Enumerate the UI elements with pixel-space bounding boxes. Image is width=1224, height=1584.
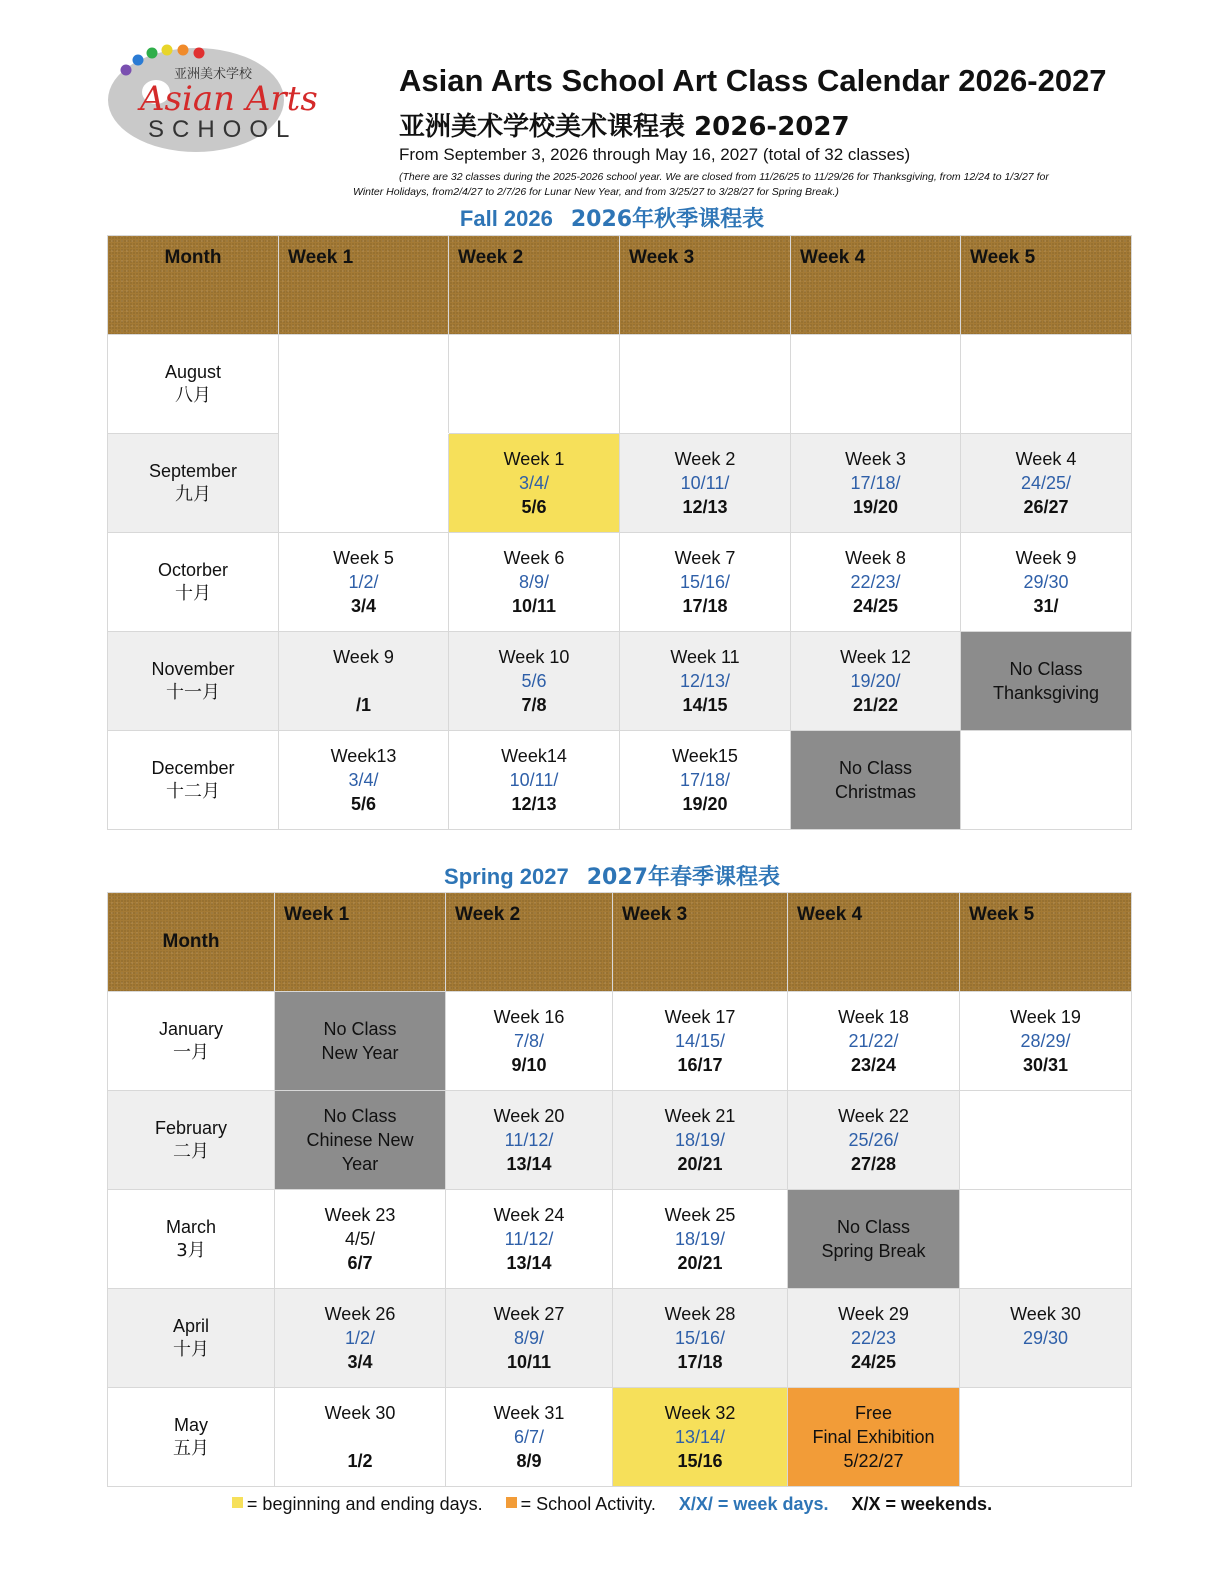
class-cell [613,1289,788,1388]
class-cell [446,1091,613,1190]
class-cell [620,533,791,632]
logo-cn-text: 亚洲美术学校 [174,67,253,82]
no-class-text: No Class [1009,659,1083,679]
class-weekdays: 17/18/ [679,770,731,790]
logo-paint-dot [178,45,189,56]
logo-school-text: SCHOOL [148,116,298,143]
class-weekend: 27/28 [850,1154,897,1174]
empty-cell [961,731,1132,830]
logo-paint-dot [133,55,144,66]
class-cell [449,434,620,533]
color-legend [0,1494,1224,1515]
class-week-label: Week 22 [838,1106,909,1126]
class-weekdays: 15/16/ [679,572,731,592]
week-column-header: Week 1 [275,893,446,992]
class-cell [788,1289,960,1388]
class-weekdays: 19/20/ [850,671,901,691]
class-weekend: 10/11 [506,1352,552,1372]
class-cell [446,1388,613,1487]
class-weekend: 1/2 [347,1451,373,1471]
class-weekdays: 3/4/ [518,473,550,493]
class-weekend: 5/6 [521,497,547,517]
class-weekend: 19/20 [682,794,728,814]
spring-section-title [0,860,1224,891]
class-weekdays: 25/26/ [848,1130,899,1150]
class-week-label: Week 5 [333,548,394,568]
class-weekdays: 13/14/ [674,1427,726,1447]
class-weekend: 12/13 [682,497,728,517]
month-row [108,1190,1132,1289]
month-name-chinese: 八月 [175,385,211,406]
class-weekend: 8/9 [516,1451,542,1471]
class-weekdays: 1/2/ [344,1328,376,1348]
fall-title-english: Fall 2026 [459,206,553,231]
empty-cell [960,1190,1132,1289]
page-title-chinese: 亚洲美术学校美术课程表 2026-2027 [399,112,850,142]
class-cell [961,434,1132,533]
month-name: April [172,1316,209,1336]
empty-cell [791,335,961,434]
class-weekend: 21/22 [852,695,899,715]
class-weekend: 17/18 [677,1352,723,1372]
class-cell [275,1190,446,1289]
class-weekdays: 10/11/ [509,770,559,790]
class-week-label: Week 1 [503,449,565,469]
logo-paint-dot [121,65,132,76]
class-weekend: 5/6 [350,794,377,814]
class-week-label: Week 32 [664,1403,736,1423]
class-weekdays: 3/4/ [348,770,379,790]
class-weekdays: 29/30 [1022,1328,1069,1348]
no-class-text: Year [341,1154,379,1174]
class-weekdays: 17/18/ [850,473,901,493]
class-week-label: Week 17 [664,1007,736,1027]
class-week-label: Week 23 [324,1205,396,1225]
class-cell [791,434,961,533]
class-cell [613,1091,788,1190]
month-label-cell [108,1388,275,1487]
closure-note [353,170,1153,200]
class-week-label: Week 4 [1015,449,1077,469]
class-cell [613,1190,788,1289]
class-weekend: /1 [355,695,371,715]
class-weekdays [279,669,448,693]
fall-title-chinese: 2026年秋季课程表 [570,207,765,232]
month-column-header: Month [108,893,275,992]
class-cell [620,632,791,731]
class-weekdays: 24/25/ [1020,473,1072,493]
month-name-chinese: 二月 [173,1141,209,1162]
class-weekdays: 29/30 [1023,572,1069,592]
empty-cell [279,434,449,533]
class-cell [960,992,1132,1091]
logo-paint-dot [147,48,158,59]
class-weekdays: 5/6 [521,671,547,691]
class-week-label: Week 31 [493,1403,565,1423]
class-weekdays [275,1425,445,1449]
month-column-header: Month [108,236,279,335]
class-weekend: 26/27 [1023,497,1069,517]
class-weekend: 9/10 [511,1055,547,1075]
class-weekdays: 14/15/ [674,1031,726,1051]
no-class-cell [275,992,446,1091]
week-column-header: Week 2 [446,893,613,992]
class-weekend: 23/24 [850,1055,897,1075]
week-column-header: Week 3 [613,893,788,992]
month-label-cell [108,1289,275,1388]
activity-text: Free [854,1403,892,1423]
class-cell [788,1091,960,1190]
fall-section-title [0,202,1224,233]
week-column-header: Week 5 [960,893,1132,992]
no-class-cell [961,632,1132,731]
class-weekdays: 1/2/ [348,572,379,592]
class-weekend: 3/4 [347,1352,373,1372]
class-weekdays: 6/7/ [513,1427,545,1447]
week-column-header: Week 2 [449,236,620,335]
class-weekdays: 4/5/ [344,1229,376,1249]
spring-title-english: Spring 2027 [444,864,569,889]
class-weekend: 13/14 [506,1253,552,1273]
class-weekend: 15/16 [677,1451,723,1471]
no-class-text: Spring Break [821,1241,926,1261]
class-weekend: 24/25 [850,1352,897,1372]
class-week-label: Week15 [672,746,738,766]
class-cell [446,992,613,1091]
no-class-cell [788,1190,960,1289]
month-row [108,1289,1132,1388]
class-cell [613,992,788,1091]
class-cell [449,731,620,830]
class-cell [791,533,961,632]
class-weekend: 30/31 [1022,1055,1069,1075]
class-weekend: 20/21 [677,1253,723,1273]
class-week-label: Week14 [501,746,567,766]
empty-cell [961,335,1132,434]
class-cell [446,1289,613,1388]
class-weekdays: 22/23/ [850,572,901,592]
month-label-cell [108,1190,275,1289]
logo-paint-dot [162,45,173,56]
month-row [108,434,1132,533]
legend-weekends-text: X/X = weekends. [851,1494,993,1514]
school-activity-cell [788,1388,960,1487]
class-cell [279,533,449,632]
class-cell [449,533,620,632]
month-name-chinese: 九月 [175,484,211,505]
month-label-cell [108,731,279,830]
legend-weekdays-text: X/X/ = week days. [678,1494,829,1514]
activity-text: Final Exhibition [812,1427,935,1447]
class-weekdays: 11/12/ [504,1130,554,1150]
class-week-label: Week 9 [333,647,394,667]
no-class-text: No Class [323,1106,397,1126]
page-title: Asian Arts School Art Class Calendar 2026-2027 [399,63,1107,98]
class-weekend: 12/13 [511,794,557,814]
class-week-label: Week 29 [838,1304,909,1324]
empty-cell [620,335,791,434]
month-label-cell [108,632,279,731]
month-name: May [173,1415,208,1435]
no-class-text: No Class [838,758,913,778]
class-weekend: 6/7 [347,1253,373,1273]
class-weekend: 16/17 [677,1055,723,1075]
legend-orange-text: = School Activity. [520,1494,656,1514]
no-class-text: Chinese New [306,1130,414,1150]
class-weekend: 24/25 [852,596,899,616]
month-name: November [151,659,235,679]
date-range-subtitle: From September 3, 2026 through May 16, 2027 (total of 32 classes) [399,145,911,164]
month-name: December [151,758,235,778]
class-weekend: 13/14 [506,1154,552,1174]
week-column-header: Week 1 [279,236,449,335]
activity-text: 5/22/27 [843,1451,904,1471]
week-column-header: Week 4 [788,893,960,992]
palette-logo-graphic [104,40,354,156]
class-week-label: Week 30 [324,1403,396,1423]
spring-title-chinese: 2027年春季课程表 [586,865,780,890]
class-weekdays: 11/12/ [504,1229,554,1249]
class-week-label: Week 20 [493,1106,565,1126]
class-weekdays: 8/9/ [513,1328,545,1348]
month-row [108,731,1132,830]
class-cell [449,632,620,731]
logo-script-text: Asian Arts [140,79,318,119]
fall-calendar-table [107,235,1132,830]
class-cell [279,632,449,731]
class-weekend: 19/20 [852,497,899,517]
month-label-cell [108,434,279,533]
class-week-label: Week 16 [493,1007,565,1027]
class-weekdays: 28/29/ [1020,1031,1071,1051]
month-name: September [148,461,238,481]
class-week-label: Week 27 [493,1304,565,1324]
class-cell [620,434,791,533]
no-class-text: No Class [323,1019,397,1039]
class-cell [613,1388,788,1487]
class-weekdays: 12/13/ [679,671,731,691]
no-class-cell [275,1091,446,1190]
class-week-label: Week13 [330,746,397,766]
class-week-label: Week 9 [1015,548,1077,568]
month-name: March [165,1217,216,1237]
week-column-header: Week 5 [961,236,1132,335]
month-row [108,335,1132,434]
month-name-chinese: 十月 [175,583,211,604]
class-weekend: 10/11 [511,596,557,616]
class-cell [791,632,961,731]
class-week-label: Week 7 [674,548,736,568]
class-weekdays: 8/9/ [518,572,550,592]
class-week-label: Week 30 [1010,1304,1081,1324]
orange-swatch [506,1497,517,1508]
class-weekdays: 10/11/ [680,473,730,493]
class-cell [960,1289,1132,1388]
week-column-header: Week 4 [791,236,961,335]
class-week-label: Week 19 [1010,1007,1081,1027]
class-cell [275,1289,446,1388]
no-class-text: New Year [321,1043,399,1063]
class-weekend: 7/8 [521,695,547,715]
class-weekend: 31/ [1033,596,1059,616]
month-row [108,533,1132,632]
month-row [108,1388,1132,1487]
class-weekdays: 7/8/ [513,1031,545,1051]
class-week-label: Week 2 [674,449,736,469]
class-weekdays: 18/19/ [674,1130,726,1150]
month-name-chinese: 十月 [173,1339,209,1360]
no-class-text: Christmas [834,782,916,802]
class-week-label: Week 21 [664,1106,736,1126]
month-label-cell [108,335,279,434]
month-name: February [154,1118,228,1138]
month-label-cell [108,992,275,1091]
month-label-cell [108,533,279,632]
class-week-label: Week 28 [664,1304,736,1324]
class-week-label: Week 8 [845,548,906,568]
class-weekend: 20/21 [677,1154,723,1174]
class-week-label: Week 24 [493,1205,565,1225]
class-weekdays: 22/23 [850,1328,897,1348]
class-week-label: Week 12 [840,647,911,667]
class-week-label: Week 3 [845,449,906,469]
class-week-label: Week 18 [838,1007,909,1027]
month-row [108,992,1132,1091]
spring-calendar-table [107,892,1132,1487]
class-weekend: 3/4 [350,596,377,616]
month-name: January [158,1019,224,1039]
empty-cell [960,1388,1132,1487]
no-class-text: No Class [836,1217,911,1237]
class-weekend: 17/18 [682,596,728,616]
class-week-label: Week 11 [670,647,740,667]
week-column-header: Week 3 [620,236,791,335]
class-cell [620,731,791,830]
yellow-swatch [232,1497,243,1508]
month-name: Octorber [157,560,229,580]
empty-cell [960,1091,1132,1190]
month-row [108,1091,1132,1190]
class-weekend: 14/15 [682,695,728,715]
month-row [108,632,1132,731]
closure-note-line-1: (There are 32 classes during the 2025-2026 school year. We are closed from 11/26/25 to 11/29/26 for Thanksgiving, from 12/24 to 1/3/27 for [399,171,1049,183]
month-name-chinese: 十二月 [166,781,220,802]
closure-note-line-2: Winter Holidays, from2/4/27 to 2/7/26 for Lunar New Year, and from 3/25/27 to 3/28/27 for Spring Break.) [353,186,839,198]
logo-paint-dot [194,48,205,59]
class-weekdays: 21/22/ [848,1031,899,1051]
month-name-chinese: 3月 [176,1240,206,1261]
empty-cell [279,335,449,434]
month-name-chinese: 一月 [173,1042,209,1063]
month-name-chinese: 十一月 [166,682,220,703]
class-week-label: Week 10 [498,647,570,667]
no-class-cell [791,731,961,830]
class-weekdays: 15/16/ [674,1328,726,1348]
class-cell [788,992,960,1091]
class-cell [446,1190,613,1289]
class-cell [279,731,449,830]
month-label-cell [108,1091,275,1190]
class-week-label: Week 26 [324,1304,396,1324]
no-class-text: Thanksgiving [992,683,1100,703]
class-week-label: Week 25 [664,1205,736,1225]
school-logo [104,40,354,156]
class-weekdays: 18/19/ [674,1229,726,1249]
empty-cell [449,335,620,434]
class-cell [275,1388,446,1487]
class-cell [961,533,1132,632]
month-name: August [164,362,222,382]
legend-yellow-text: = beginning and ending days. [246,1494,483,1514]
month-name-chinese: 五月 [173,1438,209,1459]
class-week-label: Week 6 [503,548,565,568]
